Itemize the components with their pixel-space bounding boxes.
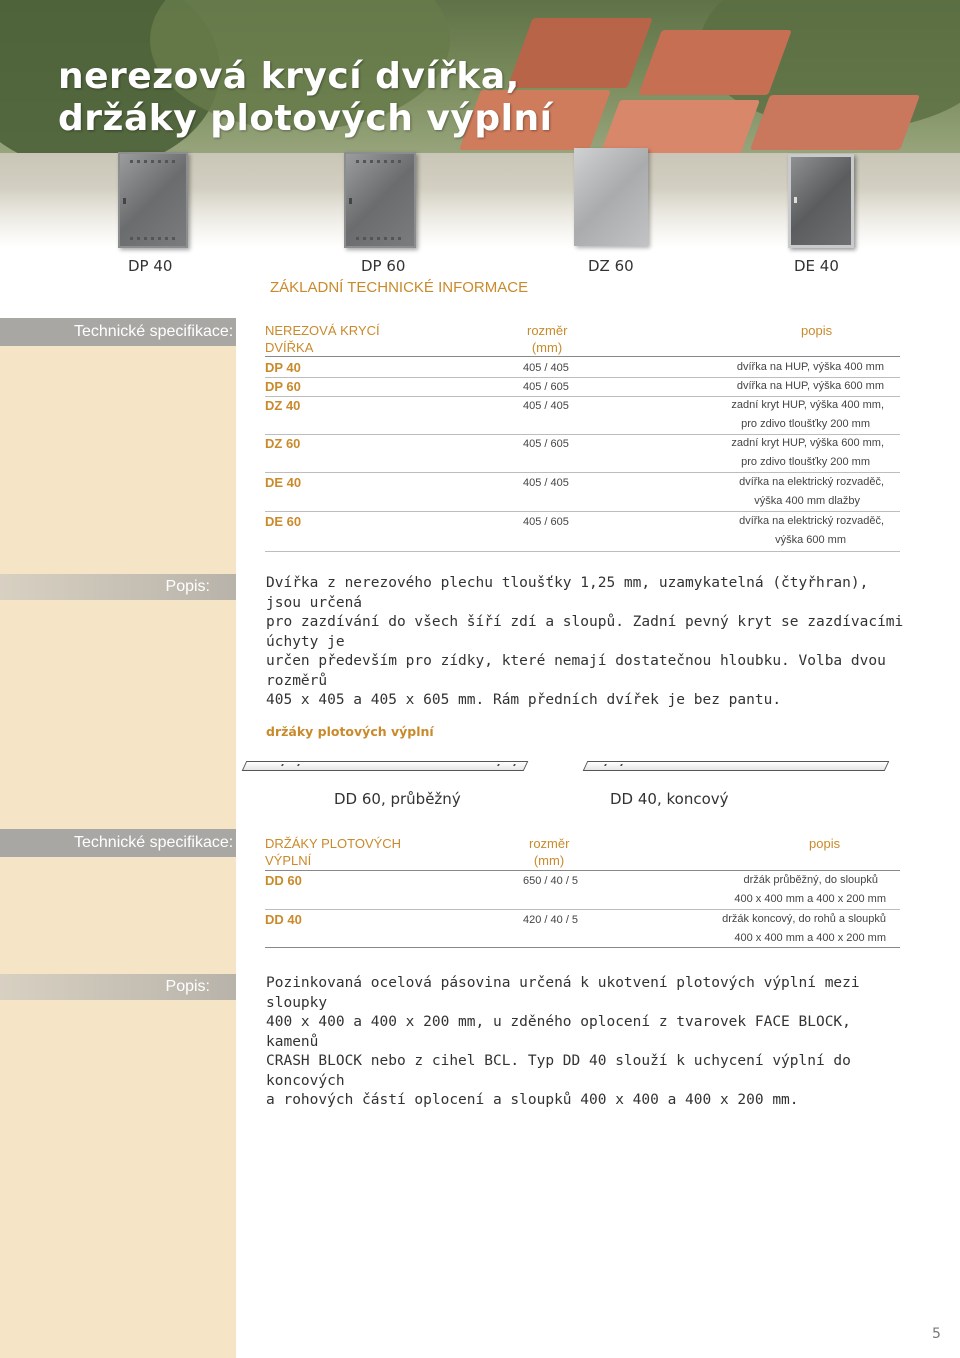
holder-image-dd40 [583, 761, 890, 771]
hole [281, 764, 284, 766]
door-image-dz60 [574, 148, 648, 246]
holder-label-dd60: DD 60, průběžný [334, 790, 461, 808]
lock-icon [794, 197, 797, 203]
door-image-de40 [788, 154, 854, 248]
vent-holes [130, 237, 176, 240]
hole [604, 764, 607, 766]
spec-label: Technické specifikace: [74, 834, 234, 851]
holder-image-dd60 [242, 761, 529, 771]
door-image-dp60 [344, 152, 416, 248]
doors-spec-table: NEREZOVÁ KRYCÍ DVÍŘKA rozměr (mm) popis DP 40 405 / 405 dvířka na HUP, výška 400 mm DP 60 405 / 605 dvířka na HUP, výška 600 mm DZ 40 405 / 405 zadní kryt HUP, výška 400 mm, pro zdivo tloušťky 200 mm DZ 60 405 / 605 zadní kryt HUP, výška 600 mm, pro zdivo tloušťky 200 mm DE 40 405 / 405 dvířka na elektrický rozvaděč, výška 400 mm dlažby DE 60 405 / 605 dvířka na elektrický rozvaděč, výška 600 mm [265, 322, 900, 554]
door-label-de40: DE 40 [794, 257, 839, 275]
header-size: rozměr (mm) [527, 323, 568, 355]
holders-description [266, 974, 906, 1111]
header-description: popis [801, 323, 833, 338]
spec-label: Technické specifikace: [74, 323, 234, 340]
brick [638, 30, 792, 95]
spec-label-band [0, 829, 236, 857]
description-line: 400 x 400 a 400 x 200 mm, u zděného oplocení z tvarovek FACE BLOCK, kamenů [266, 1014, 851, 1050]
vent-holes [356, 160, 404, 163]
doors-description [266, 574, 906, 711]
page-number: 5 [932, 1326, 941, 1342]
holder-label-dd40: DD 40, koncový [610, 790, 729, 808]
page-title [58, 56, 552, 140]
popis-label: Popis: [165, 978, 210, 995]
holders-spec-table: DRŽÁKY PLOTOVÝCH VÝPLNÍ rozměr (mm) popis DD 60 650 / 40 / 5 držák průběžný, do sloupků 400 x 400 mm a 400 x 200 mm DD 40 420 / 40 / 5 držák koncový, do rohů a sloupků 400 x 400 mm a 400 x 200 mm [265, 835, 900, 949]
header-rule [265, 356, 900, 357]
title-line-1: nerezová krycí dvířka, [58, 56, 520, 97]
description-line: Dvířka z nerezového plechu tloušťky 1,25 mm, uzamykatelná (čtyřhran), jsou určená [266, 575, 869, 611]
title-line-2: držáky plotových výplní [58, 98, 553, 139]
header-product: DRŽÁKY PLOTOVÝCH VÝPLNÍ [265, 836, 402, 868]
spec-label-band [0, 318, 236, 346]
header-size: rozměr (mm) [529, 836, 570, 868]
brick [600, 100, 760, 155]
description-line: pro zazdívání do všech šíří zdí a sloupů. Zadní pevný kryt se zazdívacími úchyty je [266, 614, 904, 650]
popis-label-band [0, 974, 236, 1000]
vent-holes [356, 237, 404, 240]
hole [513, 764, 516, 766]
basic-info-heading: ZÁKLADNÍ TECHNICKÉ INFORMACE [270, 279, 529, 296]
description-line: 405 x 405 a 405 x 605 mm. Rám předních dvířek je bez pantu. [266, 692, 782, 708]
description-line: Pozinkovaná ocelová pásovina určená k ukotvení plotových výplní mezi sloupky [266, 975, 860, 1011]
description-line: a rohových částí oplocení a sloupků 400 x 400 a 400 x 200 mm. [266, 1092, 799, 1108]
door-label-dp60: DP 60 [361, 257, 406, 275]
brick [750, 95, 920, 150]
hole [297, 764, 300, 766]
door-label-dz60: DZ 60 [588, 257, 634, 275]
vent-holes [130, 160, 176, 163]
popis-label: Popis: [165, 578, 210, 595]
lock-icon [349, 198, 352, 204]
lock-icon [123, 198, 126, 204]
hole [620, 764, 623, 766]
hole [497, 764, 500, 766]
row-rule [265, 947, 900, 948]
door-image-dp40 [118, 152, 188, 248]
header-description: popis [809, 836, 841, 851]
row-rule [265, 551, 900, 552]
popis-label-band [0, 574, 236, 600]
description-line: CRASH BLOCK nebo z cihel BCL. Typ DD 40 slouží k uchycení výplní do koncových [266, 1053, 851, 1089]
door-label-dp40: DP 40 [128, 257, 173, 275]
holders-section-title: držáky plotových výplní [266, 724, 434, 739]
header-product: NEREZOVÁ KRYCÍ DVÍŘKA [265, 323, 380, 355]
description-line: určen především pro zídky, které nemají dostatečnou hloubku. Volba dvou rozměrů [266, 653, 886, 689]
